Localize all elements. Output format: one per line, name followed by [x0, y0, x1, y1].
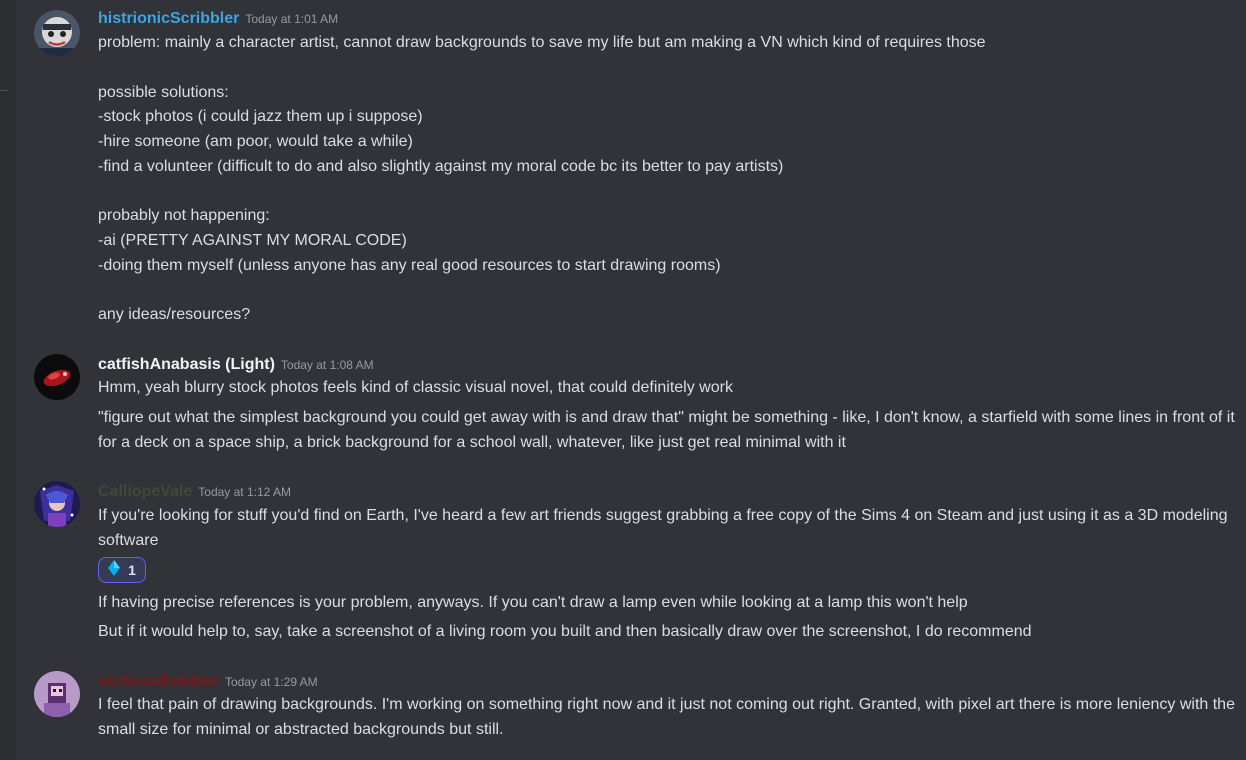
message-text: I feel that pain of drawing backgrounds. I'm working on something right now and it just not coming out right. Granted, with pixel art there is more leniency with the small size for minimal or abstracted backgrounds but still.: [98, 696, 1235, 738]
timestamp[interactable]: Today at 1:29 AM: [224, 675, 318, 689]
message-text: -find a volunteer (difficult to do and also slightly against my moral code bc its better to pay artists): [98, 158, 784, 175]
timestamp[interactable]: Today at 1:08 AM: [280, 358, 374, 372]
timestamp[interactable]: Today at 1:12 AM: [198, 485, 291, 499]
avatar[interactable]: [34, 671, 80, 717]
message-text: But if it would help to, say, take a screenshot of a living room you built and then basically draw over the screenshot, I do recommend: [98, 623, 1032, 640]
message-text: -doing them myself (unless anyone has any real good resources to start drawing rooms): [98, 257, 721, 274]
message-text: If you're looking for stuff you'd find on Earth, I've heard a few art friends suggest grabbing a free copy of the Sims 4 on Steam and just using it as a 3D modeling software: [98, 507, 1228, 549]
reaction-button[interactable]: [98, 557, 146, 583]
message-text: -stock photos (i could jazz them up i suppose): [98, 108, 423, 125]
message-text: "figure out what the simplest background you could get away with is and draw that" might be something - like, I don't know, a starfield with some lines in front of it for a deck on a space ship, a brick background for a school wall, whatever, like just get real minimal with it: [98, 409, 1235, 451]
message-text: If having precise references is your problem, anyways. If you can't draw a lamp even while looking at a lamp this won't help: [98, 594, 968, 611]
diamond-icon: [108, 560, 120, 581]
sidebar-edge: [0, 0, 16, 760]
message-text: -ai (PRETTY AGAINST MY MORAL CODE): [98, 232, 407, 249]
message-text: -hire someone (am poor, would take a while): [98, 133, 413, 150]
avatar[interactable]: [34, 10, 80, 56]
username[interactable]: CalliopeVale: [98, 483, 193, 500]
timestamp[interactable]: Today at 1:01 AM: [245, 12, 339, 26]
avatar[interactable]: [34, 354, 80, 400]
username[interactable]: catfishAnabasis (Light): [98, 356, 275, 373]
username[interactable]: histrionicScribbler: [98, 10, 240, 27]
message-text: Hmm, yeah blurry stock photos feels kind of classic visual novel, that could definitely work: [98, 379, 733, 396]
message-text: problem: mainly a character artist, cannot draw backgrounds to save my life but am making a VN which kind of requires those: [98, 34, 986, 51]
message-text: probably not happening:: [98, 207, 270, 224]
sidebar-divider: [0, 90, 8, 91]
message-text: possible solutions:: [98, 84, 229, 101]
username[interactable]: verboseBabbler: [98, 673, 219, 690]
avatar[interactable]: [34, 481, 80, 527]
message-text: any ideas/resources?: [98, 306, 251, 323]
reaction-count: 1: [128, 562, 136, 578]
